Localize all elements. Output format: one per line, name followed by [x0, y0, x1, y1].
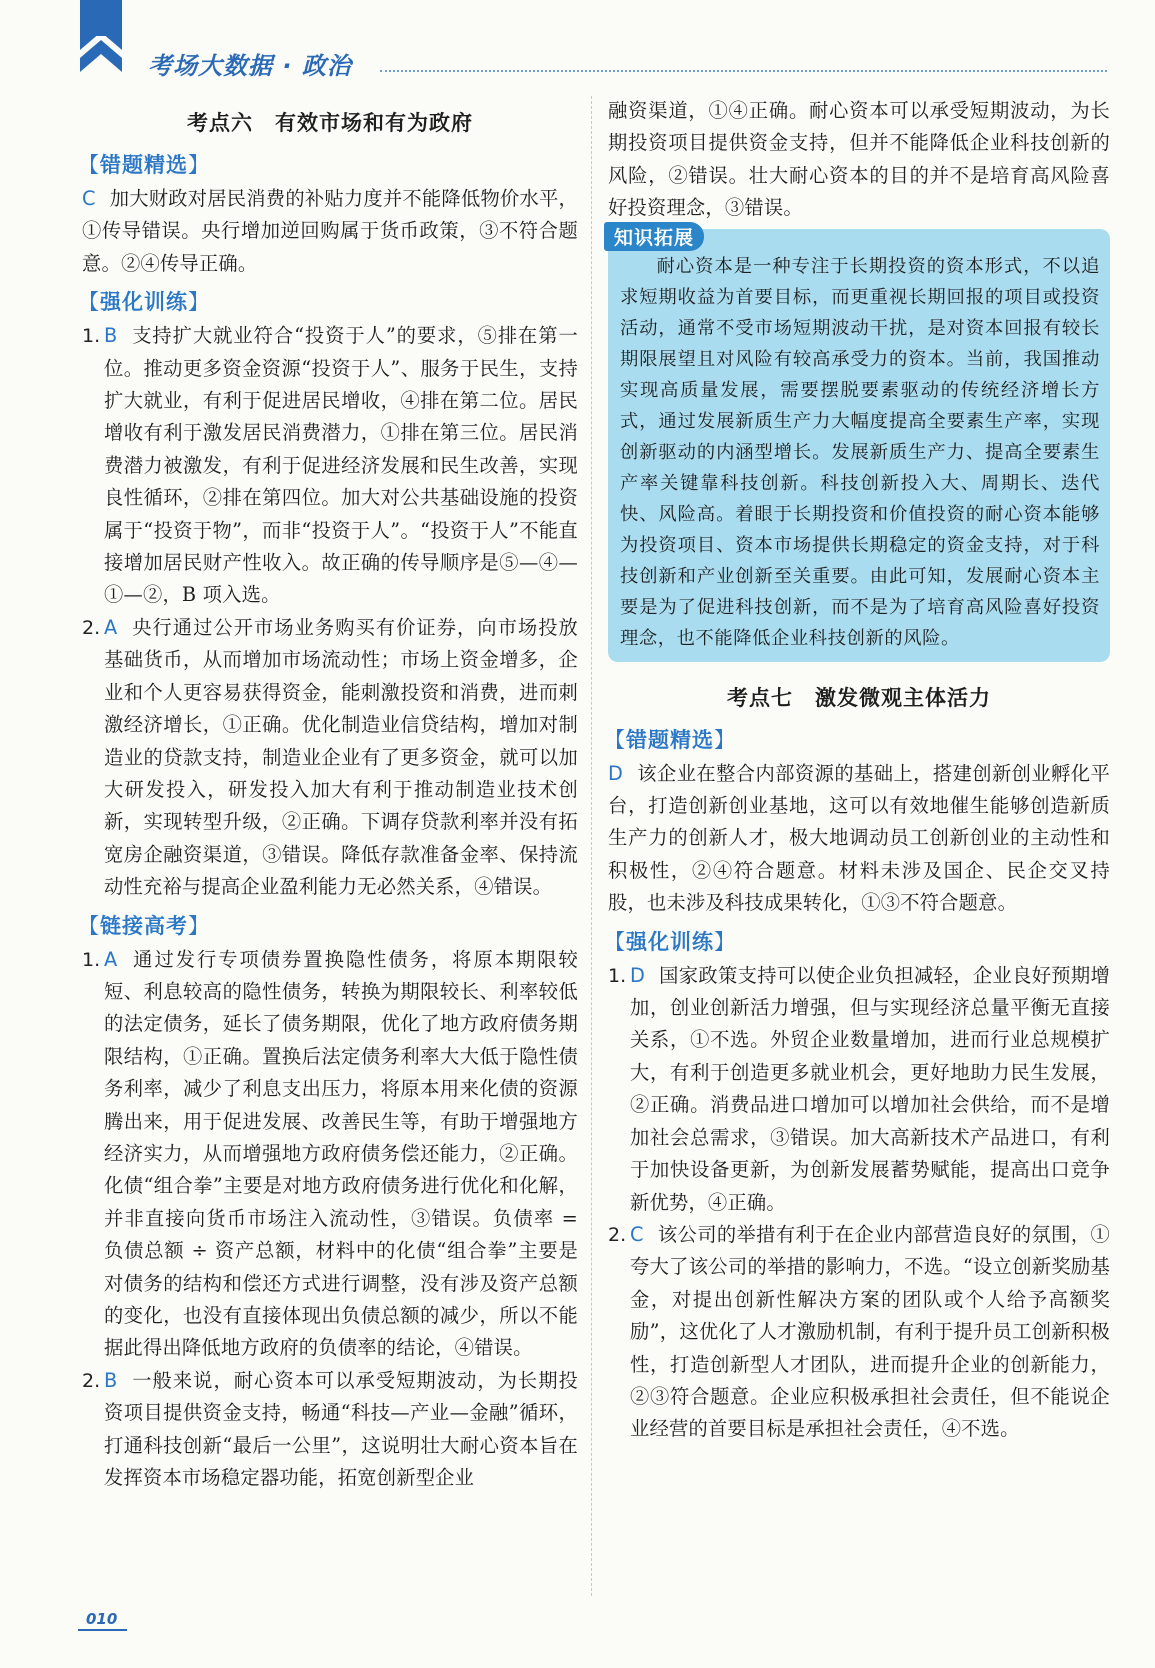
header-title: 考场大数据 · 政治 — [148, 52, 352, 80]
answer-letter: C — [630, 1222, 644, 1246]
paragraph: C 加大财政对居民消费的补贴力度并不能降低物价水平，①传导错误。央行增加逆回购属于货币政策，③不符合题意。②④传导正确。 — [82, 187, 578, 275]
page-number: 010 — [78, 1610, 127, 1631]
knowledge-extension-box — [608, 226, 1110, 662]
list-item: 2. C 该公司的举措有利于在企业内部营造良好的氛围，①夸大了该公司的举措的影响力，不选。“设立创新奖励基金，对提出创新性解决方案的团队或个人给予高额奖励”，这优化了人才激励机制，有利于提升员工创新积极性，打造创新型人才团队，进而提升企业的创新能力，②③符合题意。企业应积极承担社会责任，但不能说企业经营的首要目标是承担社会责任，④不选。 — [608, 1222, 1110, 1441]
tag-error-selection: 【错题精选】 — [78, 153, 210, 177]
list-item: 1. A 通过发行专项债券置换隐性债务，将原本期限较短、利息较高的隐性债务，转换为期限较长、利率较低的法定债务，延长了债务期限，优化了地方政府债务期限结构，①正确。置换后法定债务利率大大低于隐性债务利率，减少了利息支出压力，将原本用来化债的资源腾出来，用于促进发展、改善民生等，有助于增强地方经济实力，从而增强地方政府债务偿还能力，②正确。化债“组合拳”主要是对地方政府债务进行优化和化解，并非直接向货币市场注入流动性，③错误。负债率 = 负债总额 ÷ 资产总额，材料中的化债“组合拳”主要是对债务的结构和偿还方式进行调整，没有涉及资产总额的变化，也没有直接体现出负债总额的减少，所以不能据此得出降低地方政府的负债率的结论，④错误。 — [82, 947, 578, 1360]
paragraph: D 该企业在整合内部资源的基础上，搭建创新创业孵化平台，打造创新创业基地，这可以有效地催生能够创造新质生产力的创新人才，极大地调动员工创新创业的主动性和积极性，②④符合题意。材料未涉及国企、民企交叉持股，也未涉及科技成果转化，①③不符合题意。 — [608, 761, 1110, 915]
left-column — [78, 95, 578, 1494]
right-column — [604, 95, 1110, 1446]
answer-letter: B — [104, 324, 118, 348]
list-item: 2. B 一般来说，耐心资本可以承受短期波动，为长期投资项目提供资金支持，畅通“科技—产业—金融”循环，打通科技创新“最后一公里”，这说明壮大耐心资本旨在发挥资本市场稳定器功能，拓宽创新型企业 — [82, 1368, 578, 1490]
tag-gaokao-link: 【链接高考】 — [78, 913, 210, 938]
column-divider — [591, 96, 592, 1596]
answer-letter: D — [608, 761, 624, 785]
list-item: 1. B 支持扩大就业符合“投资于人”的要求，⑤排在第一位。推动更多资金资源“投资于人”、服务于民生，支持扩大就业，有利于促进居民增收，④排在第二位。居民增收有利于激发居民消费潜力，①排在第三位。居民消费潜力被激发，有利于促进经济发展和民生改善，实现良性循环，②排在第四位。加大对公共基础设施的投资属于“投资于物”，而非“投资于人”。“投资于人”不能直接增加居民财产性收入。故正确的传导顺序是⑤—④—①—②，B 项入选。 — [82, 324, 578, 607]
knowledge-extension-text: 耐心资本是一种专注于长期投资的资本形式，不以追求短期收益为首要目标，而更重视长期回报的项目或投资活动，通常不受市场短期波动干扰，是对资本回报有较长期限展望且对风险有较高承受力的资本。当前，我国推动实现高质量发展，需要摆脱要素驱动的传统经济增长方式，通过发展新质生产力大幅度提高全要素生产率，实现创新驱动的内涵型增长。发展新质生产力、提高全要素生产率关键靠科技创新。科技创新投入大、周期长、迭代快、风险高。着眼于长期投资和价值投资的耐心资本能够为投资项目、资本市场提供长期稳定的资金支持，对于科技创新和产业创新至关重要。由此可知，发展耐心资本主要是为了促进科技创新，而不是为了培育高风险喜好投资理念，也不能降低企业科技创新的风险。 — [620, 255, 1100, 649]
answer-letter: B — [104, 1368, 118, 1392]
answer-letter: A — [104, 947, 118, 971]
section-title: 考点七 激发微观主体活力 — [727, 685, 991, 710]
tag-error-selection: 【错题精选】 — [604, 727, 736, 752]
knowledge-extension-title: 知识拓展 — [604, 222, 704, 251]
list-item: 2. A 央行通过公开市场业务购买有价证券，向市场投放基础货币，从而增加市场流动性；市场上资金增多，企业和个人更容易获得资金，能刺激投资和消费，进而刺激经济增长，①正确。优化制造业信贷结构，增加对制造业的贷款支持，制造业企业有了更多资金，就可以加大研发投入，研发投入加大有利于推动制造业技术创新，实现转型升级，②正确。下调存贷款利率并没有拓宽房企融资渠道，③错误。降低存款准备金率、保持流动性充裕与提高企业盈利能力无必然关系，④错误。 — [82, 615, 578, 899]
answer-letter: C — [82, 187, 96, 210]
answer-letter: A — [104, 615, 118, 639]
tag-intensive-training: 【强化训练】 — [78, 290, 210, 315]
list-item: 1. D 国家政策支持可以使企业负担减轻，企业良好预期增加，创业创新活力增强，但与实现经济总量平衡无直接关系，①不选。外贸企业数量增加，进而行业总规模扩大，有利于创造更多就业机会，更好地助力民生发展，②正确。消费品进口增加可以增加社会供给，而不是增加社会总需求，③错误。加大高新技术产品进口，有利于加快设备更新，为创新发展蓄势赋能，提高出口竞争新优势，④正确。 — [608, 963, 1110, 1214]
chevron-logo-icon — [80, 0, 130, 78]
header-divider — [380, 70, 1107, 72]
tag-intensive-training: 【强化训练】 — [604, 929, 736, 954]
paragraph-continued: 融资渠道，①④正确。耐心资本可以承受短期波动，为长期投资项目提供资金支持，但并不能降低企业科技创新的风险，②错误。壮大耐心资本的目的并不是培育高风险喜好投资理念，③错误。 — [608, 99, 1110, 220]
section-title: 考点六 有效市场和有为政府 — [187, 111, 473, 135]
answer-letter: D — [630, 963, 646, 987]
